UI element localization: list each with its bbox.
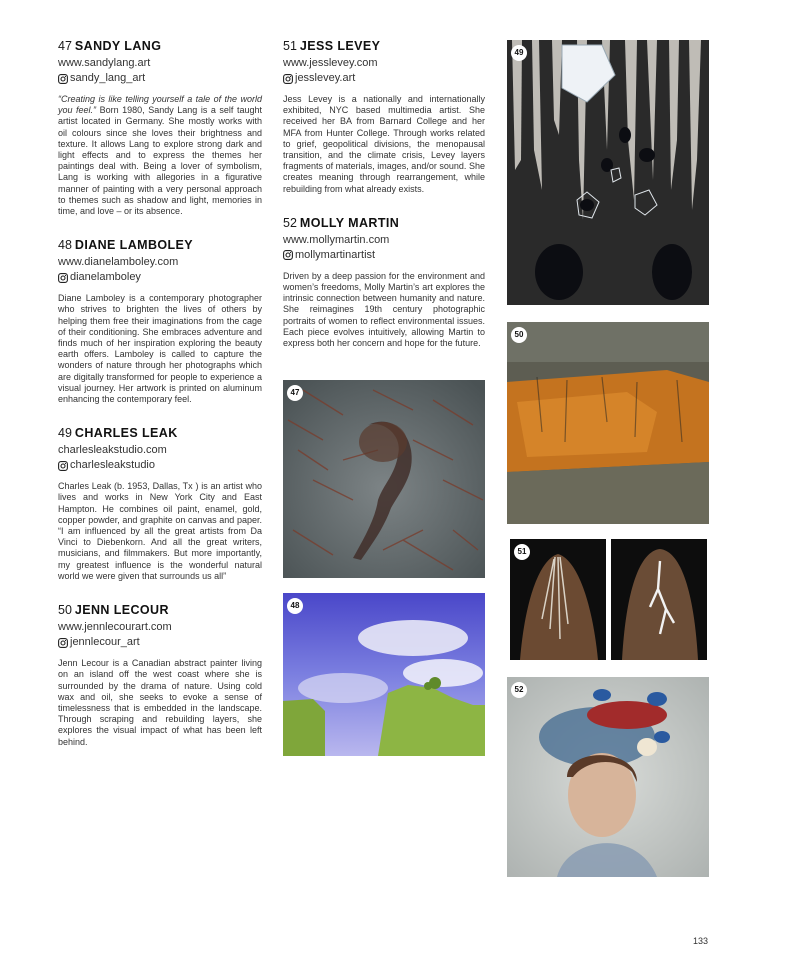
artwork-48 (283, 593, 485, 756)
text-column-left (58, 38, 262, 768)
artist-instagram[interactable] (58, 458, 262, 473)
artist-heading (58, 425, 262, 441)
artist-name: CHARLES LEAK (74, 426, 178, 441)
artist-number: 50 (58, 603, 72, 618)
artist-name: DIANE LAMBOLEY (74, 238, 194, 253)
artist-website[interactable]: charlesleakstudio.com (58, 444, 167, 457)
artwork-48-photo (283, 593, 485, 756)
instagram-handle: sandy_lang_art (70, 72, 146, 84)
artwork-49 (507, 40, 709, 305)
artist-bio: Charles Leak (b. 1953, Dallas, Tx ) is an artist who lives and works in New York City and East Hampton. He combines oil paint, enamel, gold, copper powder, and graphite on canvas and paper. “I am influenced by all the great artists from Da Vinci to Diebenkorn. And all the great writers, musicians, and filmmakers. But more importantly, my greatest influence is the wonderful natural world we were given that surrounds us all” (58, 481, 262, 581)
artist-website[interactable]: www.dianelamboley.com (58, 256, 179, 269)
instagram-handle: jennlecour_art (70, 636, 140, 649)
instagram-icon (58, 74, 68, 84)
artist-name: JESS LEVEY (299, 39, 381, 53)
artist-name: JENN LECOUR (74, 603, 169, 618)
artwork-badge: 50 (511, 327, 527, 343)
artist-entry-47 (58, 38, 262, 217)
artist-number: 49 (58, 426, 72, 441)
text-column-middle (283, 38, 485, 369)
artist-website[interactable]: www.mollymartin.com (283, 233, 390, 246)
artist-website[interactable]: www.jennlecourart.com (58, 621, 172, 634)
artwork-badge: 48 (287, 598, 303, 614)
page-number: 133 (693, 936, 709, 946)
artist-bio: Driven by a deep passion for the environment and women’s freedoms, Molly Martin’s art explores the intrinsic connection between humanity and nature. She reimagines 19th century photographic portraits of women to reflect environmental issues. Each piece evolves intuitively, allowing Martin to express both her concern and hope for the future. (283, 270, 485, 349)
artist-website[interactable]: www.sandylang.art (58, 57, 151, 69)
artist-instagram[interactable] (283, 248, 485, 263)
artist-name: SANDY LANG (74, 39, 162, 53)
artist-instagram[interactable] (283, 71, 485, 86)
instagram-icon (58, 638, 68, 648)
instagram-icon (58, 461, 68, 471)
artist-instagram[interactable] (58, 270, 262, 285)
artist-heading (58, 602, 262, 618)
artwork-badge: 52 (511, 682, 527, 698)
artist-number: 51 (283, 39, 297, 53)
instagram-handle: mollymartinartist (295, 248, 376, 261)
artwork-50-painting (507, 322, 709, 524)
artwork-51-diptych (510, 539, 707, 660)
artist-bio (58, 94, 262, 217)
artwork-47 (283, 380, 485, 578)
artist-quote: “Creating is like telling yourself a tale of the world you feel.” (58, 94, 262, 116)
artist-instagram[interactable] (58, 635, 262, 650)
artist-heading (283, 38, 485, 54)
instagram-icon (283, 250, 293, 260)
artist-instagram[interactable] (58, 71, 262, 86)
artwork-47-painting (283, 380, 485, 578)
artwork-badge: 47 (287, 385, 303, 401)
instagram-icon (58, 273, 68, 283)
instagram-handle: jesslevey.art (295, 72, 356, 84)
instagram-icon (283, 74, 293, 84)
artist-bio-text: Born 1980, Sandy Lang is a self taught artist located in Germany. She mostly works with oil colours since she loves their brightness and texture. It allows Lang to explore strong dark and light effects and to express the themes her paintings deal with. Being a lover of symbolism, Lang is working with allegories in a figurative manner of painting with a very personal approach to themes such as shadow and light, memories in time, and love – or its absence. (58, 105, 262, 217)
instagram-handle: charlesleakstudio (70, 459, 155, 472)
artist-name: MOLLY MARTIN (299, 215, 400, 230)
artwork-50 (507, 322, 709, 524)
artist-entry-52 (283, 215, 485, 349)
artist-bio: Jess Levey is a nationally and internationally exhibited, NYC based multimedia artist. She received her BA from Barnard College and her MFA from Hunter College. Through works related to grief, geopolitical divisions, the menopausal transition, and the climate crisis, Levey layers fragments of materials, images, and/or sound. She creates meaning through rearrangement, while rebuilding from what already exists. (283, 94, 485, 194)
artist-heading (283, 215, 485, 231)
artist-number: 47 (58, 39, 72, 53)
artist-number: 48 (58, 238, 72, 253)
instagram-handle: dianelamboley (70, 271, 141, 284)
artist-bio: Jenn Lecour is a Canadian abstract painter living on an island off the west coast where she is surrounded by the drama of nature. Using cold wax and oil, she seeks to evoke a sense of timelessness that is embedded in the landscape. Through scraping and rebuilding layers, she explores the visual impact of what has been left behind. (58, 658, 262, 747)
artwork-badge: 49 (511, 45, 527, 61)
artist-entry-50 (58, 602, 262, 748)
artist-entry-51 (283, 38, 485, 195)
artwork-52 (507, 677, 709, 877)
artist-bio: Diane Lamboley is a contemporary photographer who strives to brighten the lives of others by helping them free their imaginations from the cage of their conditioning. She embraces adventure and finds much of her inspiration exploring the beauty earth offers. Lamboley is called to capture the wonders of nature through her photographs which are digitally transformed for people to experience a visual journey. Her artwork is printed on aluminum enhancing the contemporary feel. (58, 293, 262, 405)
artist-heading (58, 237, 262, 253)
artwork-49-painting (507, 40, 709, 305)
artist-entry-49 (58, 425, 262, 582)
artwork-badge: 51 (514, 544, 530, 560)
artist-number: 52 (283, 215, 297, 230)
artwork-51 (510, 539, 707, 660)
artist-entry-48 (58, 237, 262, 405)
artwork-52-painting (507, 677, 709, 877)
artist-website[interactable]: www.jesslevey.com (283, 57, 378, 69)
artist-heading (58, 38, 262, 54)
